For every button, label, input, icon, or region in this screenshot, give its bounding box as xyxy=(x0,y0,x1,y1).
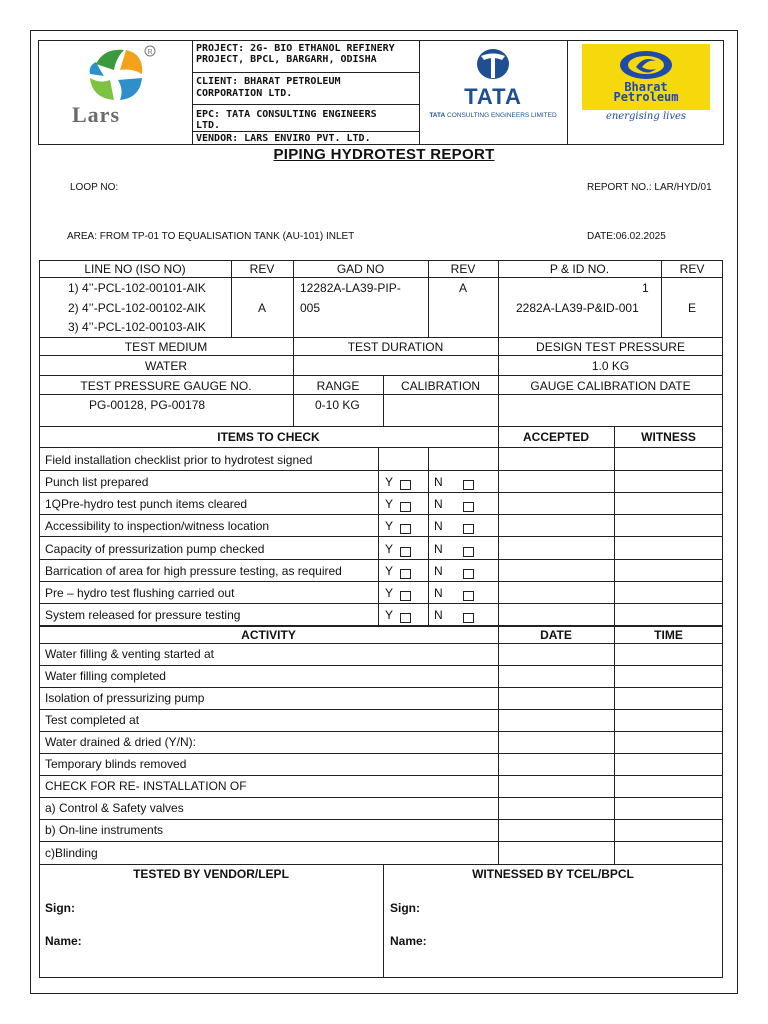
no-checkbox[interactable] xyxy=(463,591,474,601)
gauge-cal-date-label: GAUGE CALIBRATION DATE xyxy=(530,379,691,393)
check-item-2: Punch list prepared xyxy=(45,475,149,489)
check-item-6: Barrication of area for high pressure testing, as required xyxy=(45,564,342,578)
yes-label: Y xyxy=(385,608,394,622)
date-header: DATE xyxy=(540,628,572,642)
check-item-4: Accessibility to inspection/witness location xyxy=(45,519,270,533)
tata-logo xyxy=(420,42,566,142)
yes-label: Y xyxy=(385,475,394,489)
check-item-3: 1QPre-hydro test punch items cleared xyxy=(45,497,248,511)
lars-logo-text: Lars xyxy=(72,102,120,127)
activity-item-7: CHECK FOR RE- INSTALLATION OF xyxy=(45,779,247,793)
gad-no-line-1: 12282A-LA39-PIP- xyxy=(300,281,401,295)
time-header: TIME xyxy=(654,628,683,642)
yes-checkbox[interactable] xyxy=(400,569,411,579)
epc-line-1: EPC: TATA CONSULTING ENGINEERS xyxy=(196,109,377,120)
tata-sub xyxy=(420,112,566,119)
check-item-1: Field installation checklist prior to hydrotest signed xyxy=(45,453,313,467)
yes-checkbox[interactable] xyxy=(400,480,411,490)
activity-item-9: b) On-line instruments xyxy=(45,823,164,837)
no-checkbox[interactable] xyxy=(463,547,474,557)
client-line-2: CORPORATION LTD. xyxy=(196,88,293,99)
activity-item-1: Water filling & venting started at xyxy=(45,647,214,661)
col-line-no: LINE NO (ISO NO) xyxy=(84,262,186,276)
yes-checkbox[interactable] xyxy=(400,613,411,623)
line-item-2: 2) 4’’-PCL-102-00102-AIK xyxy=(68,301,206,315)
no-checkbox[interactable] xyxy=(463,613,474,623)
witnessed-by-header: WITNESSED BY TCEL/BPCL xyxy=(472,867,634,881)
tata-word: TATA xyxy=(464,84,522,109)
line-rev: A xyxy=(257,301,266,315)
svg-text:R: R xyxy=(147,49,153,56)
activity-header: ACTIVITY xyxy=(241,628,296,642)
yes-label: Y xyxy=(385,586,394,600)
bpcl-name-line-1: Bharat xyxy=(624,80,668,94)
pid-rev: E xyxy=(687,301,696,315)
date-label: DATE:06.02.2025 xyxy=(587,231,666,242)
col-rev-3: REV xyxy=(679,262,705,276)
no-checkbox[interactable] xyxy=(463,569,474,579)
witness-sign-label: Sign: xyxy=(390,901,420,915)
activity-item-10: c)Blinding xyxy=(45,846,98,860)
check-item-7: Pre – hydro test flushing carried out xyxy=(45,586,235,600)
col-gad-no: GAD NO xyxy=(336,262,385,276)
signature-block xyxy=(39,864,723,978)
yes-checkbox[interactable] xyxy=(400,591,411,601)
client-line-1: CLIENT: BHARAT PETROLEUM xyxy=(196,76,341,87)
no-label: N xyxy=(434,519,443,533)
activity-item-3: Isolation of pressurizing pump xyxy=(45,691,205,705)
design-pressure-value: 1.0 KG xyxy=(591,359,630,373)
check-item-8: System released for pressure testing xyxy=(45,608,241,622)
activity-item-8: a) Control & Safety valves xyxy=(45,801,184,815)
yes-label: Y xyxy=(385,542,394,556)
pid-no: 2282A-LA39-P&ID-001 xyxy=(516,301,639,315)
no-label: N xyxy=(434,608,443,622)
no-label: N xyxy=(434,586,443,600)
yes-checkbox[interactable] xyxy=(400,524,411,534)
yes-label: Y xyxy=(385,519,394,533)
project-line-1: PROJECT: 2G- BIO ETHANOL REFINERY xyxy=(196,43,395,54)
gauge-no-value: PG-00128, PG-00178 xyxy=(89,398,206,412)
tested-by-header: TESTED BY VENDOR/LEPL xyxy=(133,867,289,881)
accepted-header: ACCEPTED xyxy=(522,430,589,444)
epc-line-2: LTD. xyxy=(196,120,221,131)
tata-sub-rest: CONSULTING ENGINEERS LIMITED xyxy=(447,112,557,119)
no-label: N xyxy=(434,564,443,578)
activity-item-2: Water filling completed xyxy=(45,669,166,683)
bharat-petroleum-logo xyxy=(582,44,710,126)
no-checkbox[interactable] xyxy=(463,480,474,490)
loop-no-label: LOOP NO: xyxy=(70,182,119,193)
range-label: RANGE xyxy=(316,379,360,393)
project-line-2: PROJECT, BPCL, BARGARH, ODISHA xyxy=(196,54,377,65)
test-medium-value: WATER xyxy=(145,359,187,373)
activity-item-5: Water drained & dried (Y/N): xyxy=(45,735,196,749)
col-rev-2: REV xyxy=(450,262,476,276)
witness-name-label: Name: xyxy=(390,934,427,948)
vendor-sign-label: Sign: xyxy=(45,901,75,915)
area-label: AREA: FROM TP-01 TO EQUALISATION TANK (AU-101) INLET xyxy=(67,231,355,242)
yes-label: Y xyxy=(385,564,394,578)
pid-no-prefix: 1 xyxy=(642,281,649,295)
gauge-no-label: TEST PRESSURE GAUGE NO. xyxy=(80,379,252,393)
vendor-name-label: Name: xyxy=(45,934,82,948)
no-label: N xyxy=(434,542,443,556)
calibration-label: CALIBRATION xyxy=(400,379,481,393)
gad-no-line-2: 005 xyxy=(300,301,321,315)
report-title: PIPING HYDROTEST REPORT xyxy=(273,146,495,163)
yes-label: Y xyxy=(385,497,394,511)
line-item-3: 3) 4’’-PCL-102-00103-AIK xyxy=(68,320,206,334)
yes-checkbox[interactable] xyxy=(400,502,411,512)
report-no: REPORT NO.: LAR/HYD/01 xyxy=(587,182,712,193)
bpcl-emblem-icon xyxy=(618,49,674,81)
vendor-line: VENDOR: LARS ENVIRO PVT. LTD. xyxy=(196,133,371,144)
activity-item-6: Temporary blinds removed xyxy=(45,757,187,771)
activity-item-4: Test completed at xyxy=(45,713,140,727)
check-item-5: Capacity of pressurization pump checked xyxy=(45,542,265,556)
no-label: N xyxy=(434,475,443,489)
test-medium-label: TEST MEDIUM xyxy=(124,340,208,354)
no-label: N xyxy=(434,497,443,511)
design-pressure-label: DESIGN TEST PRESSURE xyxy=(536,340,685,354)
no-checkbox[interactable] xyxy=(463,524,474,534)
lars-logo xyxy=(44,44,188,126)
tata-sub-brand: TATA xyxy=(429,112,446,119)
items-to-check-header: ITEMS TO CHECK xyxy=(217,430,320,444)
no-checkbox[interactable] xyxy=(463,502,474,512)
yes-checkbox[interactable] xyxy=(400,547,411,557)
test-duration-label: TEST DURATION xyxy=(347,340,444,354)
bpcl-name-line-2: Petroleum xyxy=(613,90,679,104)
line-item-1: 1) 4’’-PCL-102-00101-AIK xyxy=(68,281,206,295)
gad-rev: A xyxy=(458,281,467,295)
col-pid-no: P & ID NO. xyxy=(549,262,610,276)
witness-header: WITNESS xyxy=(641,430,696,444)
col-rev-1: REV xyxy=(249,262,275,276)
range-value: 0-10 KG xyxy=(315,398,360,412)
bpcl-tagline: energising lives xyxy=(605,111,687,122)
